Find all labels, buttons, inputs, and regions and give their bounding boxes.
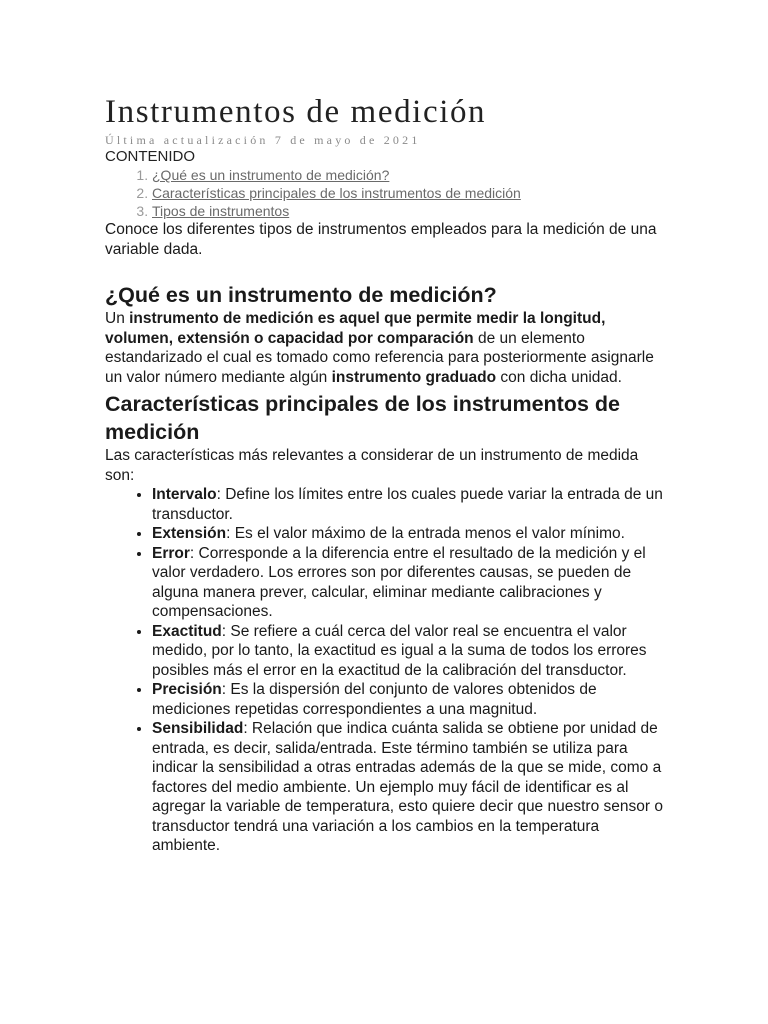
text-run: con dicha unidad. [496,368,622,386]
list-item [152,524,665,544]
definition: : Relación que indica cuánta salida se obtiene por unidad de entrada, es decir, salida/entrada. Este término también se utiliza para indicar la sensibilidad a otras entradas además de la que se mide, como a factores del medio ambiente. Un ejemplo muy fácil de identificar es al agregar la variable de temperatura, esto quiere decir que nuestro sensor o transductor tendrá una variación a los cambios en la temperatura ambiente. [152,720,663,854]
section-paragraph-que-es [105,309,665,387]
features-list [105,485,665,856]
definition: : Define los límites entre los cuales puede variar la entrada de un transductor. [152,486,663,523]
article [105,92,665,856]
list-item [152,719,665,856]
text-run: de un elemento estandarizado el cual es tomado como referencia para posteriormente asignarle un valor número mediante algún [105,329,654,386]
section-heading-que-es: ¿Qué es un instrumento de medición? [105,283,497,307]
term: Sensibilidad [152,720,244,737]
bold-text-run: instrumento graduado [331,368,497,386]
toc-item [152,202,665,220]
text-run: Un [105,310,130,327]
definition: : Corresponde a la diferencia entre el resultado de la medición y el valor verdadero. Los errores son por diferentes causas, se pueden de alguna manera prever, calcular, eliminar mediante calibraciones y compensaciones. [152,544,646,620]
definition: : Es la dispersión del conjunto de valores obtenidos de mediciones repetidas correspondientes a una magnitud. [152,681,597,718]
term: Error [152,544,190,562]
section-heading-caracteristicas: Características principales de los instrumentos de medición [105,392,620,444]
term: Intervalo [152,486,217,503]
section-intro-caracteristicas: Las características más relevantes a considerar de un instrumento de medida son: [105,447,639,484]
term: Exactitud [152,622,222,640]
definition: : Se refiere a cuál cerca del valor real se encuentra el valor medido, por lo tanto, la exactitud es igual a la suma de todos los errores posibles más el error en la exactitud de la calibración del transductor. [152,622,647,679]
toc-link-caracteristicas[interactable]: Características principales de los instrumentos de medición [152,185,521,201]
last-updated: Última actualización 7 de mayo de 2021 [105,133,421,147]
list-item [152,544,665,622]
page-title: Instrumentos de medición [105,94,487,130]
term: Extensión [152,525,227,542]
bold-text-run: instrumento de medición es aquel que permite medir la longitud, volumen, extensión o capacidad por comparación [105,310,606,347]
list-item [152,622,665,681]
definition: : Es el valor máximo de la entrada menos el valor mínimo. [226,525,625,542]
toc-link-que-es[interactable]: ¿Qué es un instrumento de medición? [152,167,390,183]
term: Precisión [152,681,222,698]
toc-link-tipos[interactable]: Tipos de instrumentos [152,203,290,219]
toc-item [152,166,665,184]
list-item [152,485,665,524]
table-of-contents [105,166,665,220]
intro-paragraph: Conoce los diferentes tipos de instrumentos empleados para la medición de una variable dada. [105,221,657,258]
toc-label: CONTENIDO [105,148,195,165]
list-item [152,680,665,719]
toc-item [152,184,665,202]
